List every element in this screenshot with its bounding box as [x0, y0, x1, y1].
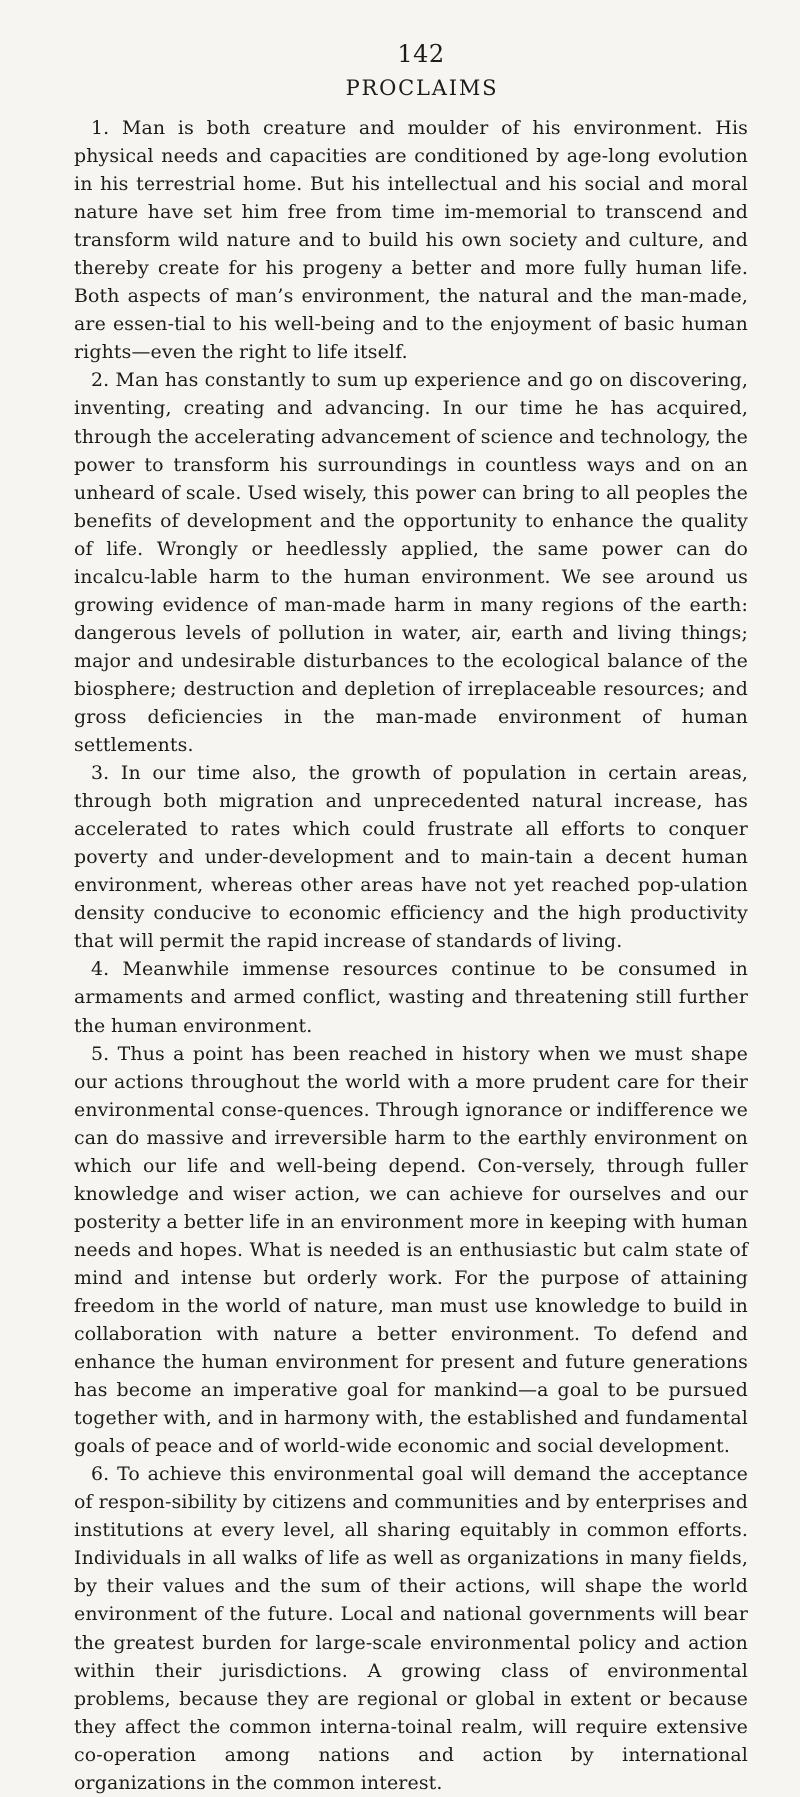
paragraph-text: Man has constantly to sum up experience and go on discovering, inventing, creating and advancing. In our time he has acquired, through the accelerating advancement of science and technology, the power to transform his surroundings in countless ways and on an unheard of scale. Used wisely, this power can bring to all peoples the benefits of development and the opportunity to enhance the quality of life. Wrongly or heedlessly applied, the same power can do incalcu-lable harm to the human environment. We see around us growing evidence of man-made harm in many regions of the earth: dangerous levels of pollution in water, air, earth and living things; major and undesirable disturbances to the ecological balance of the biosphere; destruction and depletion of irreplaceable resources; and gross deficiencies in the man-made environment of human settlements.: [74, 369, 748, 757]
body-text: [74, 114, 748, 1797]
paragraph-number: 2.: [91, 369, 110, 392]
paragraph-3: [74, 759, 748, 955]
paragraph-text: Man is both creature and moulder of his environment. His physical needs and capacities are conditioned by age-long evolution in his terrestrial home. But his intellectual and his social and moral nature have set him free from time im-memorial to transcend and transform wild nature and to build his own society and culture, and thereby create for his progeny a better and more fully human life. Both aspects of man’s environment, the natural and the man-made, are essen-tial to his well-being and to the enjoyment of basic human rights—even the right to life itself.: [74, 117, 749, 364]
paragraph-text: To achieve this environmental goal will demand the acceptance of respon-sibility by citizens and communities and by enterprises and institutions at every level, all sharing equitably in common efforts. Individuals in all walks of life as well as organizations in many fields, by their values and the sum of their actions, will shape the world environment of the future. Local and national governments will bear the greatest burden for large-scale environmental policy and action within their jurisdictions. A growing class of environmental problems, because they are regional or global in extent or because they affect the common interna-toinal realm, will require extensive co-operation among nations and action by international organizations in the common interest.: [74, 1463, 749, 1794]
paragraph-4: [74, 955, 748, 1039]
section-title: PROCLAIMS: [345, 76, 499, 100]
page-number: 142: [397, 40, 445, 68]
paragraph-1: [74, 114, 748, 366]
paragraph-text: Thus a point has been reached in history when we must shape our actions throughout the world with a more prudent care for their environmental conse-quences. Through ignorance or indifference we can do massive and irreversible harm to the earthly environment on which our life and well-being depend. Con-versely, through fuller knowledge and wiser action, we can achieve for ourselves and our posterity a better life in an environment more in keeping with human needs and hopes. What is needed is an enthusiastic but calm state of mind and intense but orderly work. For the purpose of attaining freedom in the world of nature, man must use knowledge to build in collaboration with nature a better environment. To defend and enhance the human environment for present and future generations has become an imperative goal for mankind—a goal to be pursued together with, and in harmony with, the established and fundamental goals of peace and of world-wide economic and social development.: [74, 1042, 748, 1458]
paragraph-2: [74, 366, 748, 759]
paragraph-number: 6.: [91, 1463, 110, 1486]
paragraph-number: 5.: [91, 1042, 110, 1065]
paragraph-text: In our time also, the growth of population in certain areas, through both migration and unprecedented natural increase, has accelerated to rates which could frustrate all efforts to conquer poverty and under-development and to main-tain a decent human environment, whereas other areas have not yet reached pop-ulation density conducive to economic efficiency and the high productivity that will permit the rapid increase of standards of living.: [74, 762, 748, 953]
paragraph-number: 3.: [91, 762, 110, 785]
paragraph-number: 1.: [91, 117, 110, 139]
paragraph-6: [74, 1460, 748, 1797]
paragraph-5: [74, 1040, 748, 1461]
paragraph-text: Meanwhile immense resources continue to be consumed in armaments and armed conflict, wasting and threatening still further the human environment.: [74, 958, 749, 1037]
paragraph-number: 4.: [91, 958, 110, 981]
